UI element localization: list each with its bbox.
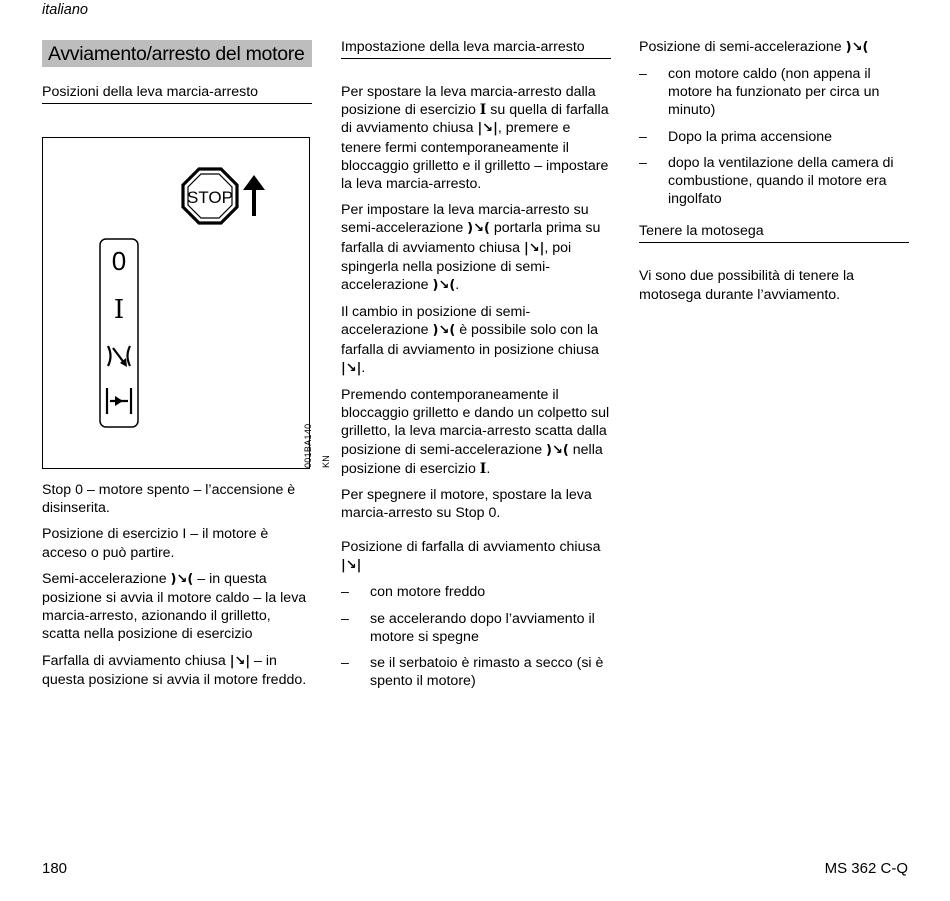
choke-icon: |↘| [229,653,251,669]
up-arrow-icon [243,175,265,216]
stop-sign-icon [183,169,237,223]
item-choke [42,652,312,689]
item-stop-term: Stop 0 [42,482,84,498]
item-run-term: Posizione di esercizio I [42,526,187,543]
half-throttle-conditions-list [639,65,909,208]
list-item: – con motore caldo (non appena il motore ha funzionato per circa un minuto) [639,66,880,119]
subhead-choke-position: Posizione di farfalla di avviamento chiusa |↘| [341,539,601,574]
position-run-label: I [113,295,125,325]
list-item: – se accelerando dopo l’avviamento il motore si spegne [341,610,595,645]
item-choke-term: Farfalla di avviamento chiusa [42,652,226,669]
paragraph-holding: Vi sono due possibilità di tenere la motosega durante l’avviamento. [639,268,855,303]
stop-sign-label: STOP [187,188,233,207]
page-number: 180 [42,860,68,877]
section-title: Avviamento/arresto del motore [42,40,312,67]
list-item: – con motore freddo [341,584,486,601]
half-throttle-icon: )↘( [546,442,569,458]
subhead-lever-setting: Impostazione della leva marcia-arresto [341,38,611,59]
choke-conditions-list [341,583,611,690]
lever-positions-figure [42,137,332,469]
item-half-throttle [42,570,312,644]
item-run [42,525,312,561]
half-throttle-icon: )↘( [845,40,869,55]
column-left [42,38,332,697]
choke-icon: |↘| [341,558,362,574]
list-item: – dopo la ventilazione della camera di combustione, quando il motore era ingolfato [639,154,894,208]
run-symbol: I [479,460,487,477]
run-symbol: I [479,102,487,119]
column-right [639,38,909,312]
item-half-text: – in questa posizione si avvia il motore caldo – la leva marcia-arresto, azionando il grilletto, scatta nella posizione di esercizio [42,570,307,643]
paragraph-4: Premendo contemporaneamente il bloccaggio grilletto e dando un colpetto sul grilletto, la leva marcia-arresto scatta dalla posizione di semi-accelerazione )↘( nella posizione di esercizio I. [341,387,610,477]
item-stop [42,481,312,517]
item-stop-text: – motore spento – l’accensione è disinserita. [42,482,296,517]
choke-icon: |↘| [523,240,545,256]
language-label: italiano [42,2,88,18]
half-throttle-icon: )↘( [467,221,490,237]
item-choke-text: – in questa posizione si avvia il motore freddo. [42,652,307,688]
paragraph-2: Per impostare la leva marcia-arresto su semi-accelerazione )↘( portarla prima su farfalla di avviamento chiusa |↘|, poi spingerla nella posizione di semi-accelerazione )↘(. [341,202,601,294]
choke-icon: |↘| [341,360,362,376]
paragraph-3: Il cambio in posizione di semi-accelerazione )↘( è possibile solo con la farfalla di avviamento in posizione chiusa |↘|. [341,304,599,376]
column-middle [341,38,611,698]
paragraph-5: Per spegnere il motore, spostare la leva marcia-arresto su Stop 0. [341,487,592,522]
paragraph-1: Per spostare la leva marcia-arresto dalla posizione di esercizio I su quella di farfalla di avviamento chiusa |↘|, premere e tenere fermi contemporaneamente il bloccaggio grilletto e il grilletto – impostare la leva marcia-arresto. [341,84,609,193]
subhead-lever-positions: Posizioni della leva marcia-arresto [42,83,312,104]
item-half-term: Semi-accelerazione [42,570,167,587]
half-throttle-icon: )↘( [170,571,194,587]
figure-code: 001BA140 KN [303,423,332,468]
list-item: – se il serbatoio è rimasto a secco (si è spento il motore) [341,655,604,690]
position-zero-label: 0 [111,246,127,276]
choke-icon: |↘| [477,121,498,137]
subhead-half-throttle: Posizione di semi-accelerazione )↘( [639,39,869,55]
half-throttle-icon: )↘( [432,323,456,339]
model-name: MS 362 C-Q [824,860,908,877]
list-item: – Dopo la prima accensione [639,128,833,145]
item-run-text: – il motore è acceso o può partire. [42,526,269,561]
subhead-holding-saw: Tenere la motosega [639,222,909,243]
half-throttle-icon: )↘( [432,278,456,294]
